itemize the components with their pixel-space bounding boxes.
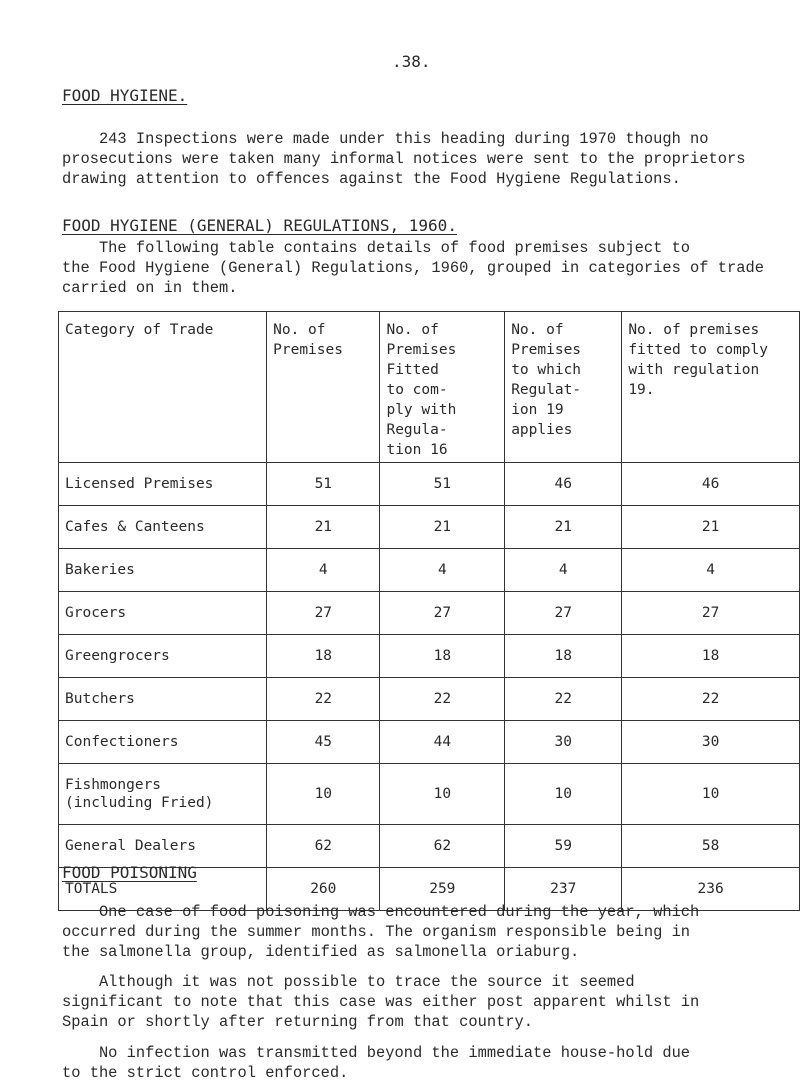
cell-reg-19-applies: 30 [505,721,622,764]
cell-premises: 4 [267,549,380,592]
cell-reg-19-applies: 22 [505,678,622,721]
cell-category: Butchers [59,678,267,721]
cell-reg-19-applies: 4 [505,549,622,592]
cell-fitted-19: 4 [622,549,800,592]
cell-reg-19-applies: 46 [505,463,622,506]
cell-fitted-16: 18 [380,635,505,678]
table-row [59,463,800,506]
cell-category: Licensed Premises [59,463,267,506]
cell-fitted-16: 259 [380,868,505,911]
header-premises: No. of Premises [267,312,380,463]
cell-fitted-19: 21 [622,506,800,549]
header-reg-19-applies: No. of Premises to which Regulat- ion 19 applies [505,312,622,463]
cell-category: Fishmongers (including Fried) [59,764,267,825]
cell-reg-19-applies: 59 [505,825,622,868]
food-hygiene-heading: FOOD HYGIENE. [62,86,188,105]
table-row [59,592,800,635]
cell-category: Cafes & Canteens [59,506,267,549]
food-hygiene-paragraph: 243 Inspections were made under this heading during 1970 though no prosecutions were taken many informal notices were sent to the proprietors drawing attention to offences against the Food Hygiene Regulations. [62,130,746,188]
cell-reg-19-applies: 10 [505,764,622,825]
cell-category: Bakeries [59,549,267,592]
food-poisoning-paragraph-3: No infection was transmitted beyond the immediate house-hold due to the strict control enforced. [62,1044,691,1082]
cell-fitted-19: 30 [622,721,800,764]
cell-premises: 62 [267,825,380,868]
cell-category: Greengrocers [59,635,267,678]
cell-reg-19-applies: 18 [505,635,622,678]
cell-fitted-19: 10 [622,764,800,825]
cell-category: Grocers [59,592,267,635]
food-poisoning-paragraph-1: One case of food poisoning was encountered during the year, which occurred during the summer months. The organism responsible being in the salmonella group, identified as salmonella oriaburg. [62,903,700,961]
cell-reg-19-applies: 237 [505,868,622,911]
cell-premises: 45 [267,721,380,764]
header-fitted-16: No. of Premises Fitted to com- ply with Regula- tion 16 [380,312,505,463]
cell-premises: 22 [267,678,380,721]
cell-fitted-16: 62 [380,825,505,868]
table-row [59,721,800,764]
cell-premises: 260 [267,868,380,911]
cell-category: Confectioners [59,721,267,764]
table-row [59,635,800,678]
table-row [59,549,800,592]
cell-category: General Dealers [59,825,267,868]
header-fitted-19: No. of premises fitted to comply with regulation 19. [622,312,800,463]
food-poisoning-heading: FOOD POISONING [62,863,197,882]
cell-reg-19-applies: 27 [505,592,622,635]
regulations-heading: FOOD HYGIENE (GENERAL) REGULATIONS, 1960. [62,216,457,235]
table-body [59,463,800,911]
premises-table [58,311,800,911]
cell-premises: 21 [267,506,380,549]
cell-fitted-16: 22 [380,678,505,721]
cell-fitted-19: 46 [622,463,800,506]
table-row [59,678,800,721]
table-row [59,825,800,868]
table-row [59,506,800,549]
cell-premises: 18 [267,635,380,678]
regulations-paragraph: The following table contains details of food premises subject to the Food Hygiene (General) Regulations, 1960, grouped in categories of trade carried on in them. [62,239,764,297]
table-row [59,764,800,825]
table-header-row [59,312,800,463]
cell-fitted-16: 44 [380,721,505,764]
cell-fitted-16: 21 [380,506,505,549]
cell-fitted-19: 18 [622,635,800,678]
food-poisoning-paragraph-2: Although it was not possible to trace the source it seemed significant to note that this case was either post apparent whilst in Spain or shortly after returning from that country. [62,973,700,1031]
cell-premises: 51 [267,463,380,506]
cell-reg-19-applies: 21 [505,506,622,549]
cell-premises: 27 [267,592,380,635]
cell-fitted-16: 4 [380,549,505,592]
cell-category: TOTALS [59,868,267,911]
cell-fitted-19: 236 [622,868,800,911]
cell-fitted-16: 10 [380,764,505,825]
cell-fitted-16: 51 [380,463,505,506]
cell-fitted-19: 27 [622,592,800,635]
cell-fitted-19: 22 [622,678,800,721]
cell-fitted-16: 27 [380,592,505,635]
page-number: .38. [392,52,431,71]
cell-premises: 10 [267,764,380,825]
cell-fitted-19: 58 [622,825,800,868]
header-category: Category of Trade [59,312,267,463]
